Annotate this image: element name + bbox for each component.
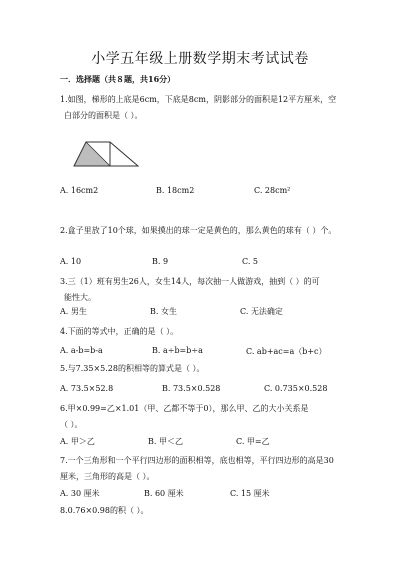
question-4-option-b[interactable]: B. a÷b=b÷a (152, 346, 203, 355)
question-1-options (60, 186, 360, 198)
question-7 (60, 453, 348, 485)
question-1-option-a[interactable]: A. 16cm2 (60, 186, 99, 195)
question-8-line-1: 8.0.76×0.98的积（ ）。 (60, 506, 149, 515)
question-3-line-2: 能性大。 (64, 293, 96, 302)
question-5-option-a[interactable]: A. 73.5×52.8 (60, 384, 114, 393)
question-7-line-1: 7.一个三角形和一个平行四边形的面积相等，底也相等，平行四边形的高是30 (60, 456, 334, 465)
question-2-options (60, 257, 360, 269)
question-5 (60, 361, 348, 377)
trapezoid-figure (72, 140, 142, 168)
question-3-option-a[interactable]: A. 男生 (60, 307, 87, 316)
question-1-option-c[interactable]: C. 28cm² (254, 186, 291, 195)
question-6-option-c[interactable]: C. 甲=乙 (236, 437, 270, 446)
question-1 (60, 92, 348, 124)
question-6-option-b[interactable]: B. 甲＜乙 (148, 437, 183, 446)
question-6-line-2: （ ）。 (60, 420, 83, 429)
question-7-line-2: 厘米，三角形的高是（ ）。 (60, 472, 155, 481)
question-4-options (60, 346, 360, 358)
question-3-options (60, 306, 360, 318)
question-3-option-b[interactable]: B. 女生 (150, 307, 177, 316)
question-5-option-b[interactable]: B. 73.5×0.528 (162, 384, 221, 393)
question-5-options (60, 384, 360, 396)
question-5-line-1: 5.与7.35×5.28的积相等的算式是（ ）。 (60, 364, 205, 373)
question-6-option-a[interactable]: A. 甲＞乙 (60, 437, 95, 446)
section-heading: 一．选择题（共８题，共16分） (60, 74, 176, 84)
question-8 (60, 503, 348, 519)
question-3-line-1: 3.三（1）班有男生26人，女生14人，每次抽一人做游戏，抽到（ ）的可 (60, 277, 320, 286)
question-1-line-2: 白部分的面积是（ ）。 (64, 111, 143, 120)
question-4 (60, 324, 348, 340)
question-6-line-1: 6.甲×0.99=乙×1.01（甲、乙都不等于0），那么甲、乙的大小关系是 (60, 404, 309, 413)
question-7-option-a[interactable]: A. 30 厘米 (60, 489, 100, 498)
page-title: 小学五年级上册数学期末考试试卷 (91, 51, 309, 67)
question-4-option-c[interactable]: C. ab+ac=a（b+c） (246, 347, 327, 356)
question-3-option-c[interactable]: C. 无法确定 (240, 307, 283, 316)
question-2-option-b[interactable]: B. 9 (152, 257, 169, 266)
question-7-option-c[interactable]: C. 15 厘米 (230, 489, 270, 498)
question-7-options (60, 488, 360, 500)
question-4-line-1: 4.下面的等式中，正确的是（ ）。 (60, 327, 179, 336)
question-1-line-1: 1.如图，梯形的上底是6cm，下底是8cm，阴影部分的面积是12平方厘米，空 (60, 95, 337, 104)
question-2-line-1: 2.盒子里放了10个球，如果摸出的球一定是黄色的，那么黄色的球有（ ）个。 (60, 226, 337, 235)
question-2-option-a[interactable]: A. 10 (60, 257, 82, 266)
question-1-option-b[interactable]: B. 18cm2 (156, 186, 195, 195)
question-6-options (60, 436, 360, 448)
question-2 (60, 223, 348, 239)
question-4-option-a[interactable]: A. a-b=b-a (60, 346, 103, 355)
question-7-option-b[interactable]: B. 60 厘米 (144, 489, 184, 498)
question-2-option-c[interactable]: C. 5 (242, 257, 259, 266)
question-6 (60, 401, 348, 433)
question-3 (60, 274, 348, 306)
question-5-option-c[interactable]: C. 0.735×0.528 (264, 384, 328, 393)
